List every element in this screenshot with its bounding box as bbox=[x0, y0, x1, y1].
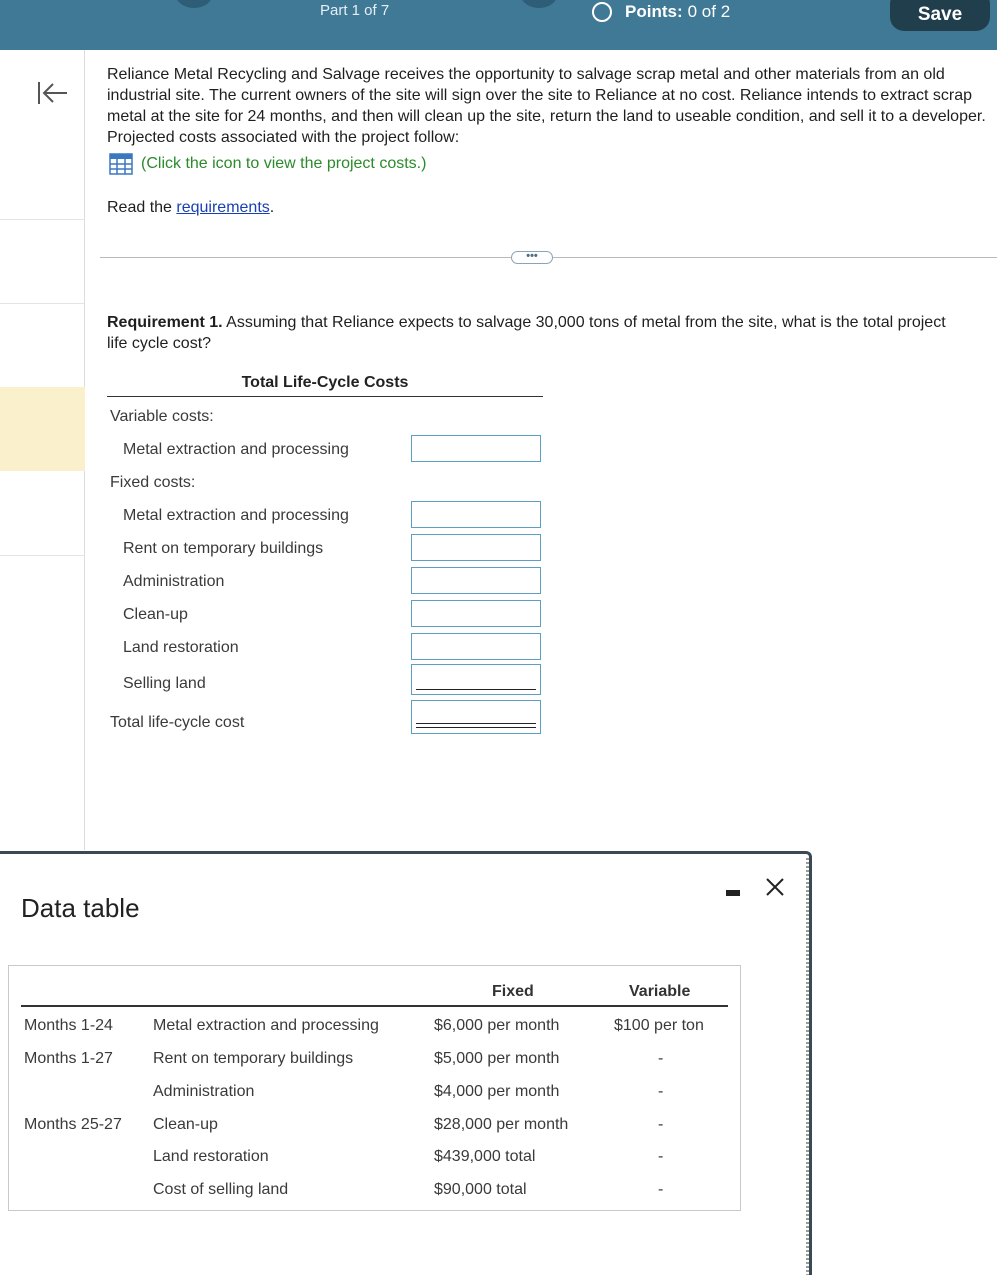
variable-costs-header: Variable costs: bbox=[110, 408, 214, 425]
problem-intro: Reliance Metal Recycling and Salvage receives the opportunity to salvage scrap metal and other materials from an old industrial site. The current owners of the site will sign over the site to Reliance at no cost. Reliance intends to extract scrap metal at the site for 24 months, and then will clean up the site, return the land to useable condition, and sell it to a developer. Projected costs associated with the project follow: bbox=[107, 66, 986, 146]
row-variable: - bbox=[658, 1050, 664, 1067]
fixed-row-label: Metal extraction and processing bbox=[123, 507, 349, 524]
row-fixed: $4,000 per month bbox=[434, 1083, 560, 1100]
row-fixed: $439,000 total bbox=[434, 1148, 536, 1165]
variable-metal-extraction-input[interactable] bbox=[411, 435, 541, 462]
fixed-row-label: Rent on temporary buildings bbox=[123, 540, 324, 557]
total-lifecycle-label: Total life-cycle cost bbox=[110, 714, 245, 731]
data-table bbox=[8, 965, 741, 1211]
fixed-administration-input[interactable] bbox=[411, 567, 541, 594]
sidebar-divider bbox=[0, 303, 85, 304]
table-grid-icon[interactable] bbox=[109, 153, 133, 175]
points-display bbox=[592, 2, 730, 22]
project-costs-link-text[interactable]: (Click the icon to view the project costs.) bbox=[141, 155, 427, 172]
row-period: Months 1-24 bbox=[24, 1017, 113, 1034]
requirement-text bbox=[107, 312, 967, 354]
points-label: Points: bbox=[625, 2, 683, 21]
row-variable: - bbox=[658, 1083, 664, 1100]
more-button[interactable]: ••• bbox=[511, 251, 553, 264]
fixed-cleanup-input[interactable] bbox=[411, 600, 541, 627]
left-sidebar bbox=[0, 50, 85, 850]
col-fixed-header: Fixed bbox=[492, 983, 534, 1000]
close-icon[interactable] bbox=[764, 876, 786, 898]
lifecycle-table-title bbox=[107, 374, 543, 397]
collapse-left-icon[interactable] bbox=[34, 78, 70, 108]
row-item: Administration bbox=[153, 1083, 255, 1100]
fixed-row-label: Clean-up bbox=[123, 606, 188, 623]
read-requirements bbox=[107, 199, 274, 217]
sidebar-divider bbox=[0, 555, 85, 556]
part-indicator: Part 1 of 7 bbox=[320, 2, 390, 19]
nav-circle-left[interactable] bbox=[175, 0, 213, 8]
requirements-link[interactable]: requirements bbox=[176, 199, 270, 216]
project-costs-link[interactable] bbox=[109, 153, 426, 175]
row-item: Clean-up bbox=[153, 1116, 218, 1133]
col-variable-header: Variable bbox=[629, 983, 691, 1000]
fixed-costs-header: Fixed costs: bbox=[110, 474, 196, 491]
points-ring-icon bbox=[592, 2, 612, 22]
fixed-metal-extraction-input[interactable] bbox=[411, 501, 541, 528]
minimize-icon[interactable] bbox=[726, 890, 740, 896]
requirement-label: Requirement 1. bbox=[107, 314, 223, 331]
data-table-title: Data table bbox=[21, 893, 140, 923]
row-period: Months 1-27 bbox=[24, 1050, 113, 1067]
fixed-row-label: Administration bbox=[123, 573, 225, 590]
row-item: Cost of selling land bbox=[153, 1181, 289, 1198]
sidebar-highlight[interactable] bbox=[0, 387, 85, 471]
nav-circle-right[interactable] bbox=[520, 0, 558, 8]
row-fixed: $90,000 total bbox=[434, 1181, 527, 1198]
points-value: 0 of 2 bbox=[687, 2, 731, 21]
read-prefix: Read the bbox=[107, 199, 177, 216]
row-item: Rent on temporary buildings bbox=[153, 1050, 354, 1067]
requirement-question: Assuming that Reliance expects to salvage 30,000 tons of metal from the site, what is the total project life cycle cost? bbox=[107, 314, 946, 352]
panel-scrollbar[interactable] bbox=[806, 858, 809, 1275]
read-suffix: . bbox=[269, 199, 275, 216]
row-fixed: $28,000 per month bbox=[434, 1116, 569, 1133]
row-fixed: $6,000 per month bbox=[434, 1017, 560, 1034]
row-variable: - bbox=[658, 1181, 664, 1198]
total-lifecycle-input[interactable] bbox=[411, 700, 541, 734]
row-variable: $100 per ton bbox=[614, 1017, 704, 1034]
lifecycle-title-text: Total Life-Cycle Costs bbox=[241, 374, 409, 391]
variable-row-label: Metal extraction and processing bbox=[123, 441, 349, 458]
row-variable: - bbox=[658, 1116, 664, 1133]
fixed-rent-input[interactable] bbox=[411, 534, 541, 561]
fixed-row-label: Land restoration bbox=[123, 639, 239, 656]
sidebar-divider bbox=[0, 219, 85, 220]
top-bar bbox=[0, 0, 997, 50]
data-table-header-line bbox=[21, 1005, 728, 1007]
row-variable: - bbox=[658, 1148, 664, 1165]
fixed-row-label: Selling land bbox=[123, 675, 206, 692]
row-period: Months 25-27 bbox=[24, 1116, 122, 1133]
fixed-selling-land-input[interactable] bbox=[411, 664, 541, 695]
row-fixed: $5,000 per month bbox=[434, 1050, 560, 1067]
fixed-land-restoration-input[interactable] bbox=[411, 633, 541, 660]
row-item: Metal extraction and processing bbox=[153, 1017, 379, 1034]
row-item: Land restoration bbox=[153, 1148, 269, 1165]
save-button[interactable]: Save bbox=[890, 0, 990, 31]
